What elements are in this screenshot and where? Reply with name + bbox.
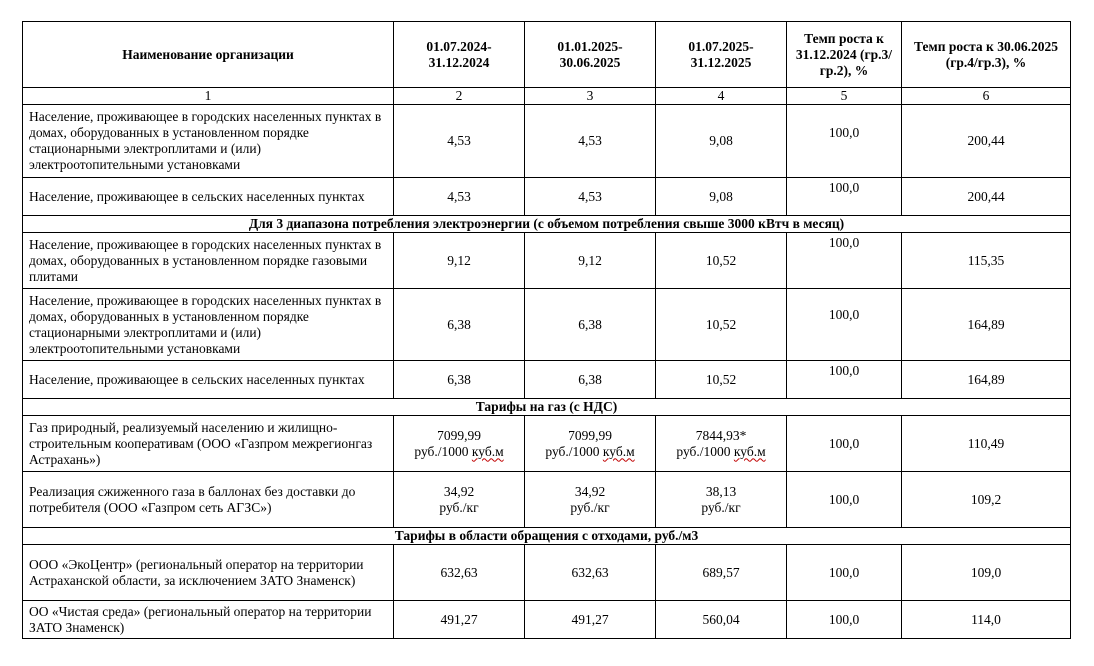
value-cell: 100,0 [787, 289, 902, 361]
value-cell: 100,0 [787, 472, 902, 528]
value-cell: 9,08 [656, 178, 787, 216]
section-title-gas: Тарифы на газ (с НДС) [23, 399, 1071, 416]
unit-word: куб.м [602, 443, 635, 459]
section-title-range3: Для 3 диапазона потребления электроэнергии (с объемом потребления свыше 3000 кВтч в месяц) [23, 216, 1071, 233]
value-cell [394, 416, 525, 472]
value-cell: 491,27 [394, 601, 525, 639]
value-cell: 6,38 [525, 289, 656, 361]
section-row [23, 399, 1071, 416]
header-row [23, 22, 1071, 88]
column-number: 3 [525, 88, 656, 105]
value-cell: 109,0 [902, 545, 1071, 601]
column-number: 4 [656, 88, 787, 105]
section-row [23, 528, 1071, 545]
value-cell: 689,57 [656, 545, 787, 601]
value-cell: 10,52 [656, 289, 787, 361]
unit: руб./кг [439, 499, 479, 515]
table-row [23, 233, 1071, 289]
section-row [23, 216, 1071, 233]
value-cell: 164,89 [902, 289, 1071, 361]
table-row [23, 289, 1071, 361]
value-cell: 100,0 [787, 361, 902, 399]
value-cell: 6,38 [394, 361, 525, 399]
tariff-table [22, 21, 1071, 639]
column-number: 6 [902, 88, 1071, 105]
table-row [23, 472, 1071, 528]
value-cell: 200,44 [902, 105, 1071, 178]
table-row [23, 545, 1071, 601]
unit-prefix: руб./1000 [414, 443, 472, 459]
value-cell: 100,0 [787, 178, 902, 216]
table-row [23, 105, 1071, 178]
unit-prefix: руб./1000 [676, 443, 734, 459]
column-number: 5 [787, 88, 902, 105]
value-cell: 200,44 [902, 178, 1071, 216]
value: 7099,99 [568, 427, 612, 443]
value-cell: 9,12 [525, 233, 656, 289]
value-cell: 100,0 [787, 545, 902, 601]
row-name: Население, проживающее в сельских населенных пунктах [23, 361, 394, 399]
value-cell: 100,0 [787, 601, 902, 639]
value-cell: 115,35 [902, 233, 1071, 289]
unit-word: куб.м [471, 443, 504, 459]
value: 38,13 [705, 483, 737, 499]
header-growth-2: Темп роста к 30.06.2025 (гр.4/гр.3), % [902, 22, 1071, 88]
value-cell: 100,0 [787, 416, 902, 472]
row-name: Население, проживающее в городских населенных пунктах в домах, оборудованных в установленном порядке стационарными электроплитами и (или) электроотопительными установками [23, 289, 394, 361]
value: 34,92 [443, 483, 475, 499]
value-cell: 560,04 [656, 601, 787, 639]
value-cell: 4,53 [525, 105, 656, 178]
header-name: Наименование организации [23, 22, 394, 88]
value-cell: 491,27 [525, 601, 656, 639]
table-row [23, 416, 1071, 472]
value-cell: 100,0 [787, 233, 902, 289]
value-cell: 110,49 [902, 416, 1071, 472]
value-cell: 6,38 [394, 289, 525, 361]
unit-prefix: руб./1000 [545, 443, 603, 459]
value-cell: 4,53 [394, 178, 525, 216]
row-name: Население, проживающее в городских населенных пунктах в домах, оборудованных в установленном порядке газовыми плитами [23, 233, 394, 289]
value-cell: 109,2 [902, 472, 1071, 528]
value-cell: 164,89 [902, 361, 1071, 399]
value-cell: 6,38 [525, 361, 656, 399]
header-period-3: 01.07.2025- 31.12.2025 [656, 22, 787, 88]
header-period-1: 01.07.2024- 31.12.2024 [394, 22, 525, 88]
value-cell: 9,12 [394, 233, 525, 289]
row-name: Газ природный, реализуемый населению и жилищно-строительным кооперативам (ООО «Газпром межрегионгаз Астрахань») [23, 416, 394, 472]
value-cell [656, 472, 787, 528]
row-name: Население, проживающее в городских населенных пунктах в домах, оборудованных в установленном порядке стационарными электроплитами и (или) электроотопительными установками [23, 105, 394, 178]
value-cell: 114,0 [902, 601, 1071, 639]
column-number-row [23, 88, 1071, 105]
unit: руб./кг [701, 499, 741, 515]
table-row [23, 361, 1071, 399]
row-name: Реализация сжиженного газа в баллонах без доставки до потребителя (ООО «Газпром сеть АГЗС») [23, 472, 394, 528]
value: 7099,99 [437, 427, 481, 443]
table-row [23, 178, 1071, 216]
value-cell: 9,08 [656, 105, 787, 178]
row-name: ОО «Чистая среда» (региональный оператор на территории ЗАТО Знаменск) [23, 601, 394, 639]
row-name: Население, проживающее в сельских населенных пунктах [23, 178, 394, 216]
section-title-waste: Тарифы в области обращения с отходами, руб./м3 [23, 528, 1071, 545]
value-cell: 632,63 [525, 545, 656, 601]
table-row [23, 601, 1071, 639]
value-cell: 100,0 [787, 105, 902, 178]
value-cell [394, 472, 525, 528]
value-cell: 4,53 [394, 105, 525, 178]
value: 34,92 [574, 483, 606, 499]
value-cell [525, 472, 656, 528]
row-name: ООО «ЭкоЦентр» (региональный оператор на территории Астраханской области, за исключением ЗАТО Знаменск) [23, 545, 394, 601]
unit-word: куб.м [733, 443, 766, 459]
header-growth-1: Темп роста к 31.12.2024 (гр.3/гр.2), % [787, 22, 902, 88]
header-period-2: 01.01.2025- 30.06.2025 [525, 22, 656, 88]
value-cell: 10,52 [656, 361, 787, 399]
column-number: 1 [23, 88, 394, 105]
value-cell: 632,63 [394, 545, 525, 601]
value-cell [525, 416, 656, 472]
unit: руб./кг [570, 499, 610, 515]
value-cell [656, 416, 787, 472]
value: 7844,93* [695, 427, 747, 443]
value-cell: 10,52 [656, 233, 787, 289]
value-cell: 4,53 [525, 178, 656, 216]
column-number: 2 [394, 88, 525, 105]
